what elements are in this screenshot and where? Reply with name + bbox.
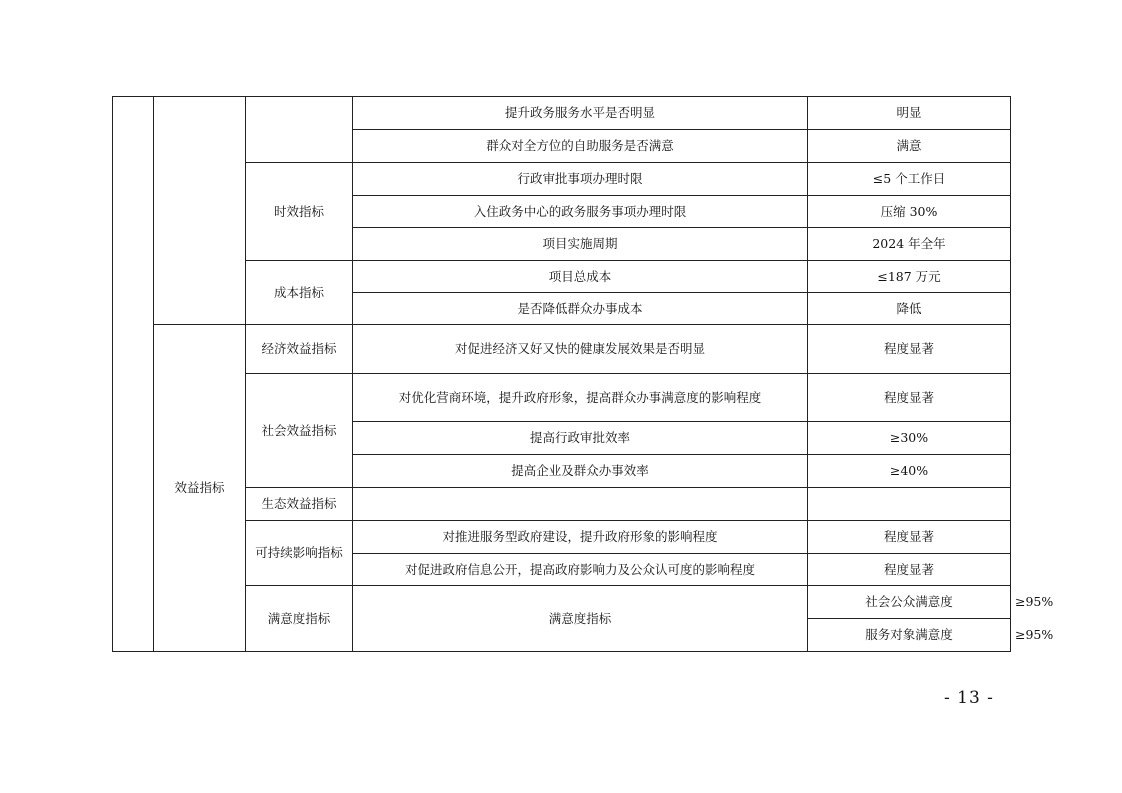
metric-cell: 群众对全方位的自助服务是否满意 xyxy=(353,130,808,163)
value-cell: ≥40% xyxy=(808,455,1011,488)
value-cell: 明显 xyxy=(808,97,1011,130)
value-cell: 程度显著 xyxy=(808,325,1011,374)
performance-indicator-table xyxy=(112,96,1054,652)
metric-cell: 提高行政审批效率 xyxy=(353,422,808,455)
metric-cell xyxy=(353,488,808,521)
metric-cell: 行政审批事项办理时限 xyxy=(353,163,808,196)
category-economic: 经济效益指标 xyxy=(246,325,353,374)
value-cell: 降低 xyxy=(808,293,1011,325)
metric-cell: 对促进经济又好又快的健康发展效果是否明显 xyxy=(353,325,808,374)
level2-cell-continued xyxy=(154,97,246,325)
table-row: 满意度指标 满意度指标 社会公众满意度 ≥95% xyxy=(113,586,1011,619)
value-cell: 满意 xyxy=(808,130,1011,163)
metric-cell: 是否降低群众办事成本 xyxy=(353,293,808,325)
table-row: 服务对象满意度 ≥95% xyxy=(113,619,1011,652)
table-row xyxy=(113,163,1011,196)
table-row xyxy=(113,521,1011,554)
category-timeliness: 时效指标 xyxy=(246,163,353,261)
value-cell: 程度显著 xyxy=(808,521,1011,554)
metric-cell: 提高企业及群众办事效率 xyxy=(353,455,808,488)
value-cell: 程度显著 xyxy=(808,374,1011,422)
metric-cell: 对促进政府信息公开，提高政府影响力及公众认可度的影响程度 xyxy=(353,554,808,586)
metric-cell: 对优化营商环境，提升政府形象，提高群众办事满意度的影响程度 xyxy=(353,374,808,422)
table-row xyxy=(113,325,1011,374)
value-cell: 压缩 30% xyxy=(808,196,1011,228)
category-benefit: 效益指标 xyxy=(154,325,246,652)
level3-cell-continued xyxy=(246,97,353,163)
category-social: 社会效益指标 xyxy=(246,374,353,488)
value-cell: 2024 年全年 xyxy=(808,228,1011,261)
metric-cell: 入住政务中心的政务服务事项办理时限 xyxy=(353,196,808,228)
table-row xyxy=(113,488,1011,521)
category-satisfaction-l1: 满意度指标 xyxy=(246,586,353,652)
metric-cell: 提升政务服务水平是否明显 xyxy=(353,97,808,130)
table-row xyxy=(113,97,1011,130)
category-cost: 成本指标 xyxy=(246,261,353,325)
value-cell: ≤187 万元 xyxy=(808,261,1011,293)
page-number: - 13 - xyxy=(944,688,994,708)
value-cell: ≤5 个工作日 xyxy=(808,163,1011,196)
metric-cell: 服务对象满意度 xyxy=(808,619,1011,652)
level1-cell-continued xyxy=(113,97,154,652)
metric-cell: 社会公众满意度 xyxy=(808,586,1011,619)
value-cell: 程度显著 xyxy=(808,554,1011,586)
table-row xyxy=(113,374,1011,422)
category-sustainable: 可持续影响指标 xyxy=(246,521,353,586)
value-cell: ≥30% xyxy=(808,422,1011,455)
category-ecological: 生态效益指标 xyxy=(246,488,353,521)
metric-cell: 项目实施周期 xyxy=(353,228,808,261)
metric-cell: 对推进服务型政府建设，提升政府形象的影响程度 xyxy=(353,521,808,554)
category-satisfaction-l2: 满意度指标 xyxy=(353,586,808,652)
metric-cell: 项目总成本 xyxy=(353,261,808,293)
value-cell xyxy=(808,488,1011,521)
table-row xyxy=(113,261,1011,293)
